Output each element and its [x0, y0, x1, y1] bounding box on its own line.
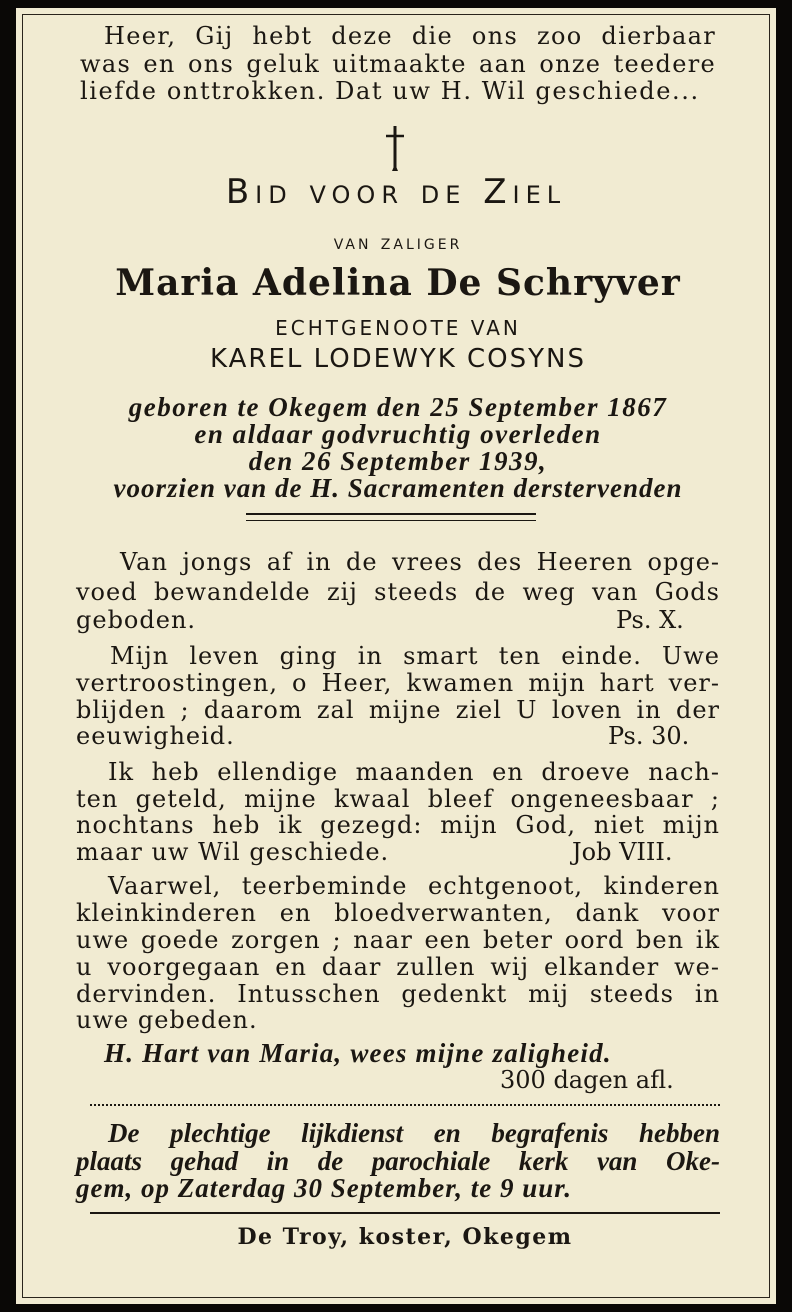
- verse-3-reference: Job VIII.: [572, 838, 673, 866]
- opening-prayer-line-2: was en ons geluk uitmaakte aan onze teedere: [80, 50, 716, 78]
- funeral-notice-line-3: gem, op Zaterdag 30 September, te 9 uur.: [76, 1173, 572, 1203]
- verse-4-line-5: dervinden. Intusschen gedenkt mij steeds in: [76, 980, 720, 1008]
- cross-icon: [380, 124, 410, 172]
- opening-prayer-line-3: liefde onttrokken. Dat uw H. Wil geschiede...: [80, 77, 700, 105]
- dotted-divider: [90, 1104, 720, 1106]
- invocation: H. Hart van Maria, wees mijne zaligheid.: [104, 1038, 612, 1068]
- death-date-line: den 26 September 1939,: [248, 446, 548, 476]
- verse-1-line-3: geboden.: [76, 606, 197, 634]
- funeral-notice-line-2: plaats gehad in de parochiale kerk van Oke-: [76, 1146, 720, 1176]
- verse-2-line-3: blijden ; daarom zal mijne ziel U loven in der: [76, 696, 720, 724]
- verse-2-line-4: eeuwigheid.: [76, 722, 235, 750]
- verse-3-line-4: maar uw Wil geschiede.: [76, 838, 390, 866]
- spouse-intro: ECHTGENOOTE VAN: [275, 316, 521, 340]
- verse-2-reference: Ps. 30.: [608, 722, 690, 750]
- divider-rule-bottom: [246, 520, 536, 521]
- divider-rule-top: [246, 513, 536, 515]
- death-line: en aldaar godvruchtig overleden: [194, 419, 602, 449]
- sacraments-line: voorzien van de H. Sacramenten derstervenden: [113, 473, 683, 503]
- opening-prayer-line-1: Heer, Gij hebt deze die ons zoo dierbaar: [104, 22, 716, 50]
- verse-3-line-2: ten geteld, mijne kwaal bleef ongeneesbaar ;: [76, 785, 720, 813]
- verse-4-line-6: uwe gebeden.: [76, 1006, 258, 1034]
- verse-4-line-3: uwe goede zorgen ; naar een beter oord ben ik: [76, 926, 720, 954]
- verse-3-line-1: Ik heb ellendige maanden en droeve nach-: [108, 758, 720, 786]
- printer-credit: De Troy, koster, Okegem: [237, 1224, 573, 1250]
- footer-rule: [90, 1212, 720, 1214]
- verse-1-line-1: Van jongs af in de vrees des Heeren opge-: [120, 548, 720, 576]
- deceased-name: Maria Adelina De Schryver: [115, 262, 681, 304]
- verse-4-line-4: u voorgegaan en daar zullen wij elkander we-: [76, 953, 720, 981]
- verse-4-line-2: kleinkinderen en bloedverwanten, dank voor: [76, 899, 720, 927]
- spouse-name: KAREL LODEWYK COSYNS: [210, 344, 586, 374]
- verse-3-line-3: nochtans heb ik gezegd: mijn God, niet mijn: [76, 811, 720, 839]
- verse-2-line-2: vertroostingen, o Heer, kwamen mijn hart ver-: [76, 669, 720, 697]
- verse-2-line-1: Mijn leven ging in smart ten einde. Uwe: [110, 642, 720, 670]
- birth-line: geboren te Okegem den 25 September 1867: [128, 392, 668, 422]
- indulgence: 300 dagen afl.: [500, 1066, 674, 1094]
- verse-1-line-2: voed bewandelde zij steeds de weg van Gods: [76, 578, 720, 606]
- verse-4-line-1: Vaarwel, teerbeminde echtgenoot, kinderen: [108, 872, 720, 900]
- heading-title: Bid voor de Ziel: [225, 172, 567, 212]
- verse-1-reference: Ps. X.: [616, 606, 684, 634]
- funeral-notice-line-1: De plechtige lijkdienst en begrafenis hebben: [108, 1118, 720, 1148]
- van-zaliger-label: van zaliger: [333, 230, 463, 254]
